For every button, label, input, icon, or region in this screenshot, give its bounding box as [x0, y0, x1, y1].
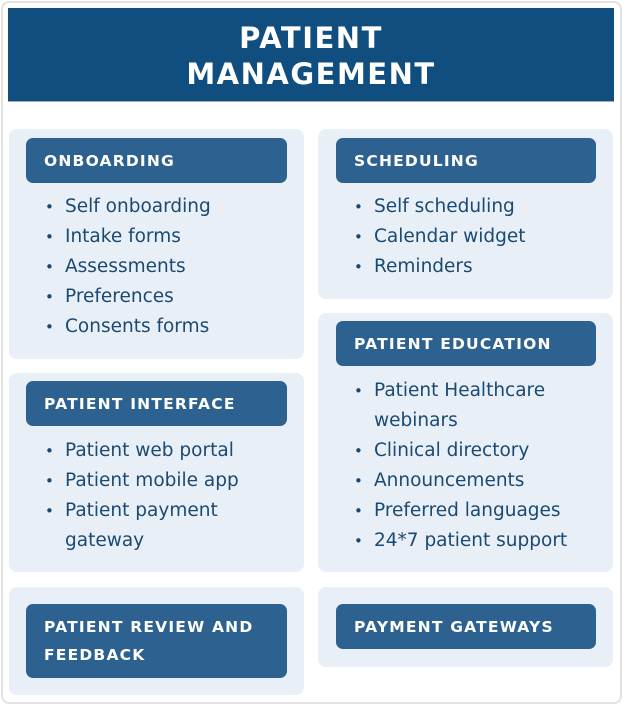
- list-item: • Reminders: [354, 252, 604, 282]
- label-payment: PAYMENT GATEWAYS: [336, 604, 596, 649]
- page-title: [8, 8, 614, 102]
- list-patient-interface: [45, 436, 285, 556]
- list-item: • Preferences: [45, 282, 295, 312]
- list-onboarding: [45, 192, 295, 342]
- list-item: • Patient mobile app: [45, 466, 285, 496]
- title-line-2: MANAGEMENT: [186, 57, 436, 91]
- list-item: • Patient payment gateway: [45, 496, 285, 556]
- title-line-1: PATIENT: [239, 21, 383, 55]
- label-patient-education: PATIENT EDUCATION: [336, 321, 596, 366]
- list-item: • Announcements: [354, 466, 594, 496]
- label-patient-interface: PATIENT INTERFACE: [26, 381, 287, 426]
- list-scheduling: [354, 192, 604, 282]
- list-patient-education: [354, 376, 594, 556]
- list-item: • 24*7 patient support: [354, 526, 594, 556]
- label-scheduling: SCHEDULING: [336, 138, 596, 183]
- label-onboarding: ONBOARDING: [26, 138, 287, 183]
- list-item: • Self scheduling: [354, 192, 604, 222]
- label-review: PATIENT REVIEW AND FEEDBACK: [26, 604, 287, 678]
- list-item: • Patient web portal: [45, 436, 285, 466]
- list-item: • Self onboarding: [45, 192, 295, 222]
- list-item: • Clinical directory: [354, 436, 594, 466]
- list-item: • Patient Healthcare webinars: [354, 376, 594, 436]
- list-item: • Assessments: [45, 252, 295, 282]
- list-item: • Intake forms: [45, 222, 295, 252]
- list-item: • Preferred languages: [354, 496, 594, 526]
- list-item: • Consents forms: [45, 312, 295, 342]
- list-item: • Calendar widget: [354, 222, 604, 252]
